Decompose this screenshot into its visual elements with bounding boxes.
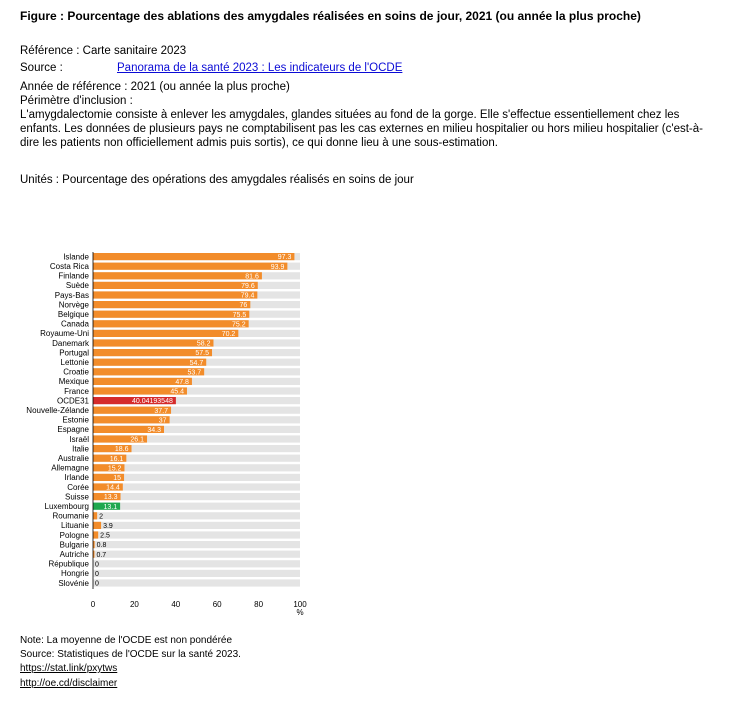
value-label: 15 xyxy=(113,475,122,482)
category-label: Estonie xyxy=(62,415,89,425)
bar-track xyxy=(93,579,300,586)
value-label: 0.8 xyxy=(96,542,107,550)
footer-note: Note: La moyenne de l'OCDE est non pondérée xyxy=(20,635,233,646)
category-label: République xyxy=(48,559,89,569)
value-label: 37 xyxy=(158,417,167,425)
stat-link[interactable]: https://stat.link/pxytws xyxy=(20,663,118,674)
bar xyxy=(93,282,258,289)
x-tick-label: 0 xyxy=(90,600,96,609)
bar xyxy=(93,531,98,538)
category-label: Finlande xyxy=(58,271,89,281)
value-label: 2.5 xyxy=(100,532,110,540)
category-label: Italie xyxy=(72,444,89,454)
reference-year-text: Année de référence : 2021 (ou année la plus proche) xyxy=(20,81,290,93)
units-text: Unités : Pourcentage des opérations des amygdales réalisés en soins de jour xyxy=(20,174,414,186)
value-label: 0 xyxy=(95,580,99,588)
value-label: 45.4 xyxy=(170,388,184,396)
bar-track xyxy=(93,531,300,538)
value-label: 37.7 xyxy=(154,407,169,415)
value-label: 26.1 xyxy=(130,436,145,444)
bar xyxy=(93,320,249,327)
category-label: Pologne xyxy=(59,530,89,540)
disclaimer-link[interactable]: http://oe.cd/disclaimer xyxy=(20,678,118,689)
category-label: Costa Rica xyxy=(49,262,89,271)
category-label: Espagne xyxy=(57,425,89,435)
value-label: 3.9 xyxy=(103,523,113,530)
category-label: Portugal xyxy=(59,348,89,358)
category-label: Bulgarie xyxy=(59,540,89,550)
category-label: Slovénie xyxy=(58,578,89,588)
bar-track xyxy=(93,503,300,510)
bar-track xyxy=(93,483,300,490)
value-label: 70.2 xyxy=(221,331,236,338)
bar xyxy=(93,291,257,298)
x-tick-label: 100 xyxy=(293,600,307,609)
category-label: Irlande xyxy=(64,473,89,483)
category-label: Islande xyxy=(63,252,89,262)
bar xyxy=(93,263,287,270)
category-label: Roumanie xyxy=(52,511,89,521)
value-label: 15.2 xyxy=(107,465,122,473)
source-link[interactable]: Panorama de la santé 2023 : Les indicateurs de l'OCDE xyxy=(117,62,403,74)
value-label: 13.3 xyxy=(103,494,118,502)
bar xyxy=(93,349,212,356)
bar-track xyxy=(93,541,300,548)
bar xyxy=(93,522,101,529)
category-label: Pays-Bas xyxy=(54,290,89,300)
x-tick-label: 40 xyxy=(171,600,181,609)
bar xyxy=(93,272,262,279)
bar-track xyxy=(93,570,300,577)
category-label: Danemark xyxy=(52,338,89,348)
value-label: 14.4 xyxy=(106,484,120,492)
category-label: Nouvelle-Zélande xyxy=(26,406,89,415)
value-label: 75.5 xyxy=(232,311,247,319)
category-label: Israël xyxy=(69,434,89,444)
value-label: 76 xyxy=(239,302,248,310)
category-label: Suisse xyxy=(64,492,89,502)
value-label: 2 xyxy=(99,513,104,521)
bar xyxy=(93,311,249,318)
x-tick-label: 80 xyxy=(254,600,264,609)
x-tick-label: 60 xyxy=(212,600,222,609)
category-label: Lituanie xyxy=(60,521,89,531)
value-label: 97.3 xyxy=(277,254,292,262)
value-label: 13.1 xyxy=(103,503,118,511)
category-label: Australie xyxy=(57,454,89,463)
value-label: 0 xyxy=(95,561,99,569)
category-label: Suède xyxy=(65,281,89,291)
category-label: France xyxy=(64,386,89,396)
bar xyxy=(93,330,238,337)
figure-title: Figure : Pourcentage des ablations des amygdales réalisées en soins de jour, 2021 (ou année la plus proche) xyxy=(20,9,641,23)
bar-track xyxy=(93,551,300,558)
value-label: 40.04193548 xyxy=(131,398,173,406)
value-label: 79.4 xyxy=(240,292,255,300)
x-tick-label: 20 xyxy=(129,600,139,609)
value-label: 0 xyxy=(95,571,99,578)
category-label: Belgique xyxy=(57,310,89,319)
value-label: 93.9 xyxy=(270,263,285,271)
footer-source: Source: Statistiques de l'OCDE sur la santé 2023. xyxy=(20,649,241,660)
bar-track xyxy=(93,560,300,567)
bar-track xyxy=(93,512,300,519)
category-label: OCDE31 xyxy=(56,396,89,406)
bar xyxy=(93,512,97,519)
category-label: Canada xyxy=(60,319,89,329)
value-label: 34.3 xyxy=(147,427,162,434)
category-label: Allemagne xyxy=(51,463,89,473)
category-label: Mexique xyxy=(58,377,89,387)
value-label: 47.8 xyxy=(175,379,189,386)
value-label: 81.6 xyxy=(245,273,259,281)
bar xyxy=(93,339,213,346)
category-label: Autriche xyxy=(59,550,89,559)
category-label: Luxembourg xyxy=(44,502,89,511)
value-label: 58.2 xyxy=(196,340,211,348)
category-label: Croatie xyxy=(63,367,89,377)
reference-text: Référence : Carte sanitaire 2023 xyxy=(20,45,187,57)
bar-track xyxy=(93,522,300,529)
value-label: 18.6 xyxy=(114,446,129,454)
value-label: 0.7 xyxy=(96,551,107,559)
bar xyxy=(93,253,294,260)
bar xyxy=(93,301,250,308)
bar-track xyxy=(93,493,300,500)
value-label: 79.6 xyxy=(241,283,255,290)
category-label: Hongrie xyxy=(60,569,89,579)
x-axis-unit: % xyxy=(296,608,304,617)
scope-label: Périmètre d'inclusion : xyxy=(20,95,133,107)
category-label: Norvège xyxy=(58,300,89,310)
description-text: L'amygdalectomie consiste à enlever les amygdales, glandes situées au fond de la gorge. Elle s'effectue essentiellement chez les enfants. Les données de plusieurs pays ne comptabilisent pas les cas externes en milieu hospitalier ou hors milieu hospitalier (c'est-à-dire les patients non officiellement admis puis sortis), ce qui donne lieu à une sous-estimation. xyxy=(20,109,703,149)
value-label: 54.7 xyxy=(189,359,204,367)
value-label: 16.1 xyxy=(109,455,124,463)
value-label: 75.2 xyxy=(232,321,246,329)
category-label: Lettonie xyxy=(60,358,89,367)
value-label: 53.7 xyxy=(187,369,202,377)
value-label: 57.5 xyxy=(195,350,210,358)
source-label: Source : xyxy=(20,62,63,74)
category-label: Royaume-Uni xyxy=(40,329,89,339)
category-label: Corée xyxy=(67,482,89,492)
